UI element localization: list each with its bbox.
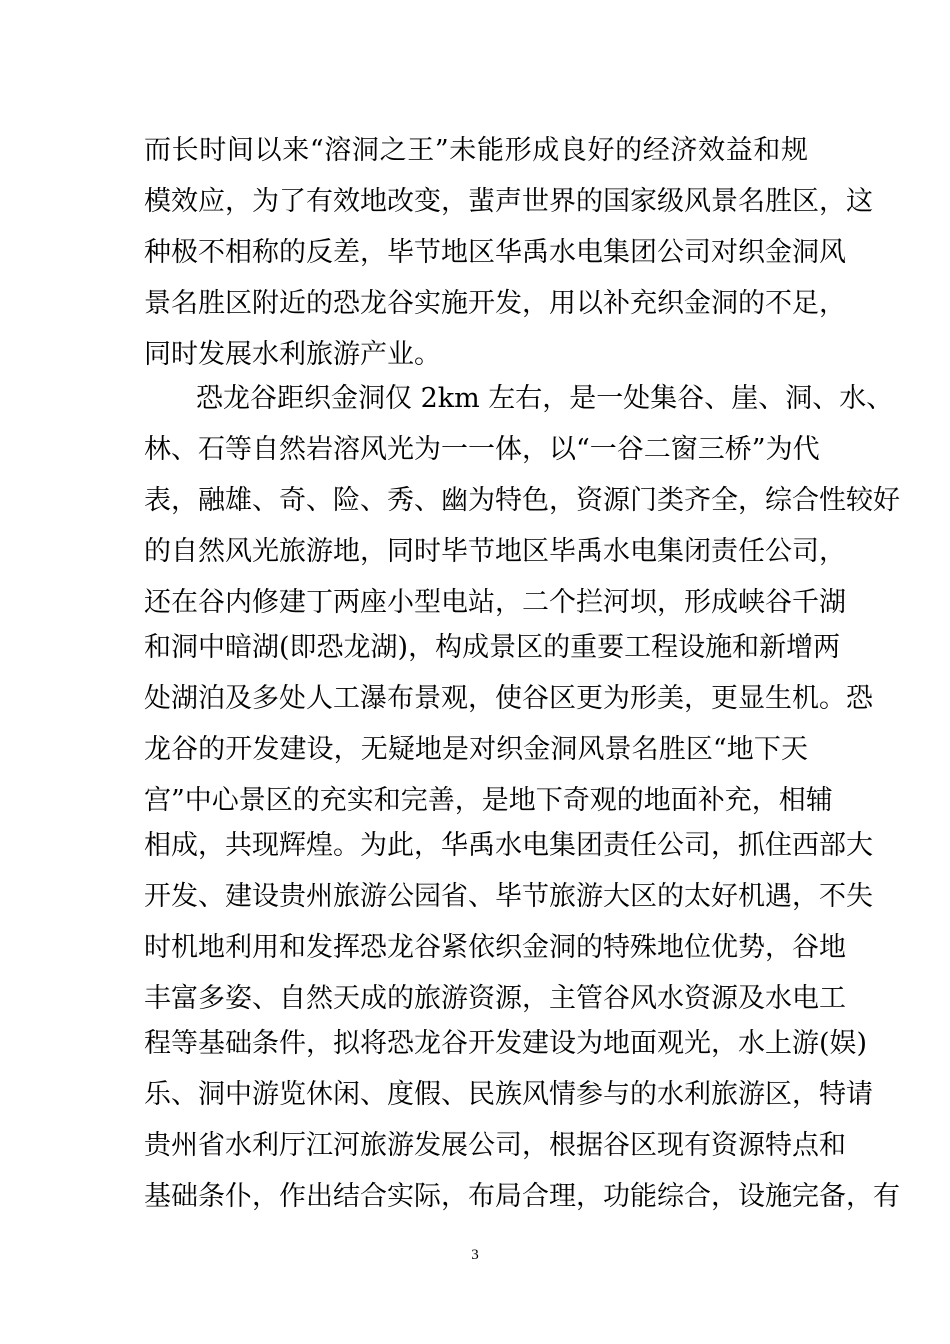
text-line: 恐龙谷距织金洞仅 2km 左右，是一处集谷、崖、洞、水、 <box>196 383 894 414</box>
text-line: 程等基础条件，拟将恐龙谷开发建设为地面观光，水上游(娱) <box>144 1028 868 1059</box>
text-line: 林、石等自然岩溶风光为一一体，以“一谷二窗三桥”为代 <box>144 434 820 465</box>
text-line: 相成，共现辉煌。为此，华禹水电集团责任公司，抓住西部大 <box>144 830 873 861</box>
text-line: 表，融雄、奇、险、秀、幽为特色，资源门类齐全，综合性较好 <box>144 485 900 516</box>
text-line: 龙谷的开发建设，无疑地是对织金洞风景名胜区“地下天 <box>144 734 808 765</box>
text-line: 丰富多姿、自然天成的旅游资源，主管谷风水资源及水电工 <box>144 983 846 1014</box>
text-line: 基础条仆，作出结合实际，布局合理，功能综合，设施完备，有 <box>144 1181 900 1212</box>
page-number: 3 <box>471 1247 479 1263</box>
text-line: 贵州省水利厅江河旅游发展公司，根据谷区现有资源特点和 <box>144 1130 846 1161</box>
text-line: 宫”中心景区的充实和完善，是地下奇观的地面补充，相辅 <box>144 785 833 816</box>
text-line: 模效应，为了有效地改变，蜚声世界的国家级风景名胜区，这 <box>144 186 873 217</box>
text-line: 还在谷内修建丁两座小型电站，二个拦河坝，形成峡谷千湖 <box>144 587 846 618</box>
text-line: 处湖泊及多处人工瀑布景观，使谷区更为形美，更显生机。恐 <box>144 683 873 714</box>
text-line: 乐、洞中游览休闲、度假、民族风情参与的水利旅游区，特请 <box>144 1079 873 1110</box>
text-line: 时机地利用和发挥恐龙谷紧依织金洞的特殊地位优势，谷地 <box>144 932 846 963</box>
text-line: 和洞中暗湖(即恐龙湖)，构成景区的重要工程设施和新增两 <box>144 632 841 663</box>
text-line: 的自然风光旅游地，同时毕节地区毕禹水电集闭责任公司， <box>144 536 846 567</box>
text-line: 开发、建设贵州旅游公园省、毕节旅游大区的太好机遇，不失 <box>144 881 873 912</box>
text-line: 景名胜区附近的恐龙谷实施开发，用以补充织金洞的不足， <box>144 288 846 319</box>
text-line: 而长时间以来“溶洞之王”未能形成良好的经济效益和规 <box>144 135 808 166</box>
text-line: 同时发展水利旅游产业。 <box>144 339 441 370</box>
text-line: 种极不相称的反差，毕节地区华禹水电集团公司对织金洞风 <box>144 237 846 268</box>
